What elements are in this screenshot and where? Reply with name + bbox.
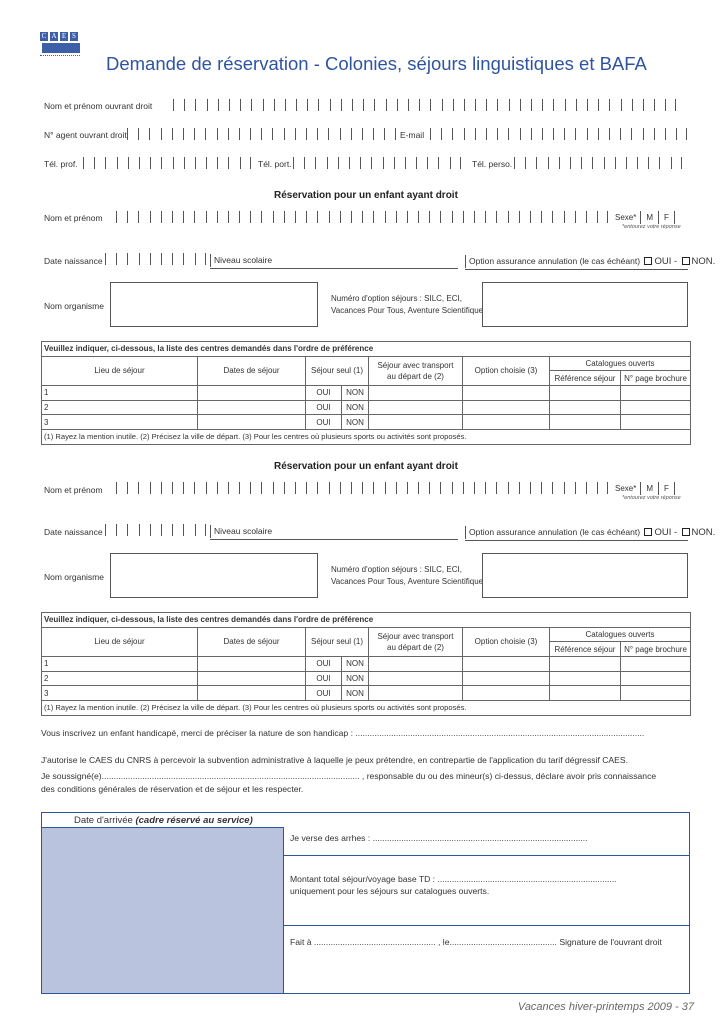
col-lieu: Lieu de séjour [42,356,198,385]
oui-option[interactable]: OUI [306,686,342,701]
child-nom-label-2: Nom et prénom [44,485,103,495]
fait-signature-field[interactable]: Fait à ................................................... , le............................................. Signature de l'ouvrant droit [290,937,662,947]
table-heading: Veuillez indiquer, ci-dessous, la liste des centres demandés dans l'ordre de préférence [42,342,691,357]
arrhes-field[interactable]: Je verse des arrhes : .......................................................................................... [290,833,588,843]
col-catalogues: Catalogues ouverts [550,356,691,371]
reference-cell[interactable] [550,657,621,672]
sexe-f-option-2[interactable]: F [658,482,675,495]
child-section-title-2: Réservation pour un enfant ayant droit [274,461,458,472]
col-dates: Dates de séjour [198,356,306,385]
table-heading: Veuillez indiquer, ci-dessous, la liste des centres demandés dans l'ordre de préférence [42,613,691,628]
organisme-label: Nom organisme [44,301,104,311]
tel-port-field[interactable] [293,157,461,169]
sexe-selector-2[interactable] [615,482,675,495]
soussigne-text-1: Je soussigné(e)............................................................................................................ , responsable du ou des mineur(s) ci-dessus, déclare avoir pris connaissance [41,771,657,781]
non-option[interactable]: NON [342,415,369,430]
page-cell[interactable] [621,671,691,686]
child-nom-field[interactable] [116,211,608,223]
option-sejours-label-2b: Vacances Pour Tous, Aventure Scientifique [331,577,484,586]
montant-note: uniquement pour les séjours sur catalogues ouverts. [290,886,490,896]
table-row [42,386,691,401]
transport-cell[interactable] [369,657,463,672]
option-sejours-field[interactable] [482,282,688,327]
sexe-note-2: *entourez votre réponse [622,495,681,501]
non-option[interactable]: NON [342,657,369,672]
handicap-text: Vous inscrivez un enfant handicapé, merci de préciser la nature de son handicap : ......................................................................................................................... [41,728,645,738]
col-reference: Référence séjour [550,642,621,657]
assurance-non-checkbox[interactable] [682,257,690,265]
oui-option[interactable]: OUI [306,386,342,401]
service-box [41,812,690,994]
oui-option[interactable]: OUI [306,400,342,415]
transport-cell[interactable] [369,671,463,686]
dates-cell[interactable] [198,415,306,430]
logo-letter-c: C [41,32,47,40]
oui-option[interactable]: OUI [306,671,342,686]
non-option[interactable]: NON [342,400,369,415]
col-lieu: Lieu de séjour [42,627,198,656]
centres-table-1 [41,341,691,445]
email-field[interactable] [430,128,687,140]
col-transport: Séjour avec transport au départ de (2) [369,356,463,385]
soussigne-text-2: des conditions générales de réservation et de séjour et les respecter. [41,784,304,794]
nom-ouvrant-label: Nom et prénom ouvrant droit [44,101,153,111]
row-number: 2 [42,671,198,686]
autorisation-text: J'autorise le CAES du CNRS à percevoir la subvention administrative à laquelle je peux prétendre, en contrepartie de l'application du tarif dégressif CAES. [41,755,629,765]
organisme-label-2: Nom organisme [44,572,104,582]
naissance-label-2: Date naissance [44,527,103,537]
service-date-area[interactable] [42,813,284,993]
nom-ouvrant-field[interactable] [173,99,676,111]
oui-option[interactable]: OUI [306,657,342,672]
table-row [42,415,691,430]
montant-field[interactable]: Montant total séjour/voyage base TD : ........................................................................... [290,874,617,884]
oui-option[interactable]: OUI [306,415,342,430]
row-number: 2 [42,400,198,415]
tel-perso-label: Tél. perso. [472,159,513,169]
child-nom-field-2[interactable] [116,482,608,494]
row-number: 3 [42,686,198,701]
col-transport: Séjour avec transport au départ de (2) [369,627,463,656]
dates-cell[interactable] [198,400,306,415]
niveau-field-2[interactable] [210,539,458,540]
dates-cell[interactable] [198,686,306,701]
page-footer: Vacances hiver-printemps 2009 - 37 [517,1001,694,1013]
transport-cell[interactable] [369,386,463,401]
page-title: Demande de réservation - Colonies, séjours linguistiques et BAFA [106,53,647,74]
assurance-oui-checkbox[interactable] [644,257,652,265]
sexe-m-option[interactable]: M [640,211,658,224]
organisme-field[interactable] [110,282,318,327]
child-nom-label: Nom et prénom [44,213,103,223]
assurance-non-checkbox-2[interactable] [682,528,690,536]
tel-perso-field[interactable] [514,157,682,169]
page-cell[interactable] [621,400,691,415]
option-cell[interactable] [463,386,550,401]
caes-logo [40,32,80,62]
page-cell[interactable] [621,415,691,430]
option-sejours-label-2a: Numéro d'option séjours : SILC, ECI, [331,565,462,574]
col-seul: Séjour seul (1) [306,627,369,656]
niveau-field[interactable] [210,268,458,269]
centres-table-2 [41,612,691,716]
tel-prof-field[interactable] [83,157,251,169]
table-footnote: (1) Rayez la mention inutile. (2) Précisez la ville de départ. (3) Pour les centres où plusieurs sports ou activités sont proposés. [42,430,691,445]
table-footnote: (1) Rayez la mention inutile. (2) Précisez la ville de départ. (3) Pour les centres où plusieurs sports ou activités sont proposés. [42,701,691,716]
page-cell[interactable] [621,686,691,701]
reference-cell[interactable] [550,386,621,401]
assurance-underline-2 [465,540,688,541]
col-reference: Référence séjour [550,371,621,386]
assurance-label-2: Option assurance annulation (le cas échéant) OUI - NON. [465,526,715,539]
transport-cell[interactable] [369,400,463,415]
page-cell[interactable] [621,386,691,401]
assurance-label: Option assurance annulation (le cas échéant) OUI - NON. [465,255,715,268]
assurance-oui-checkbox-2[interactable] [644,528,652,536]
row-number: 3 [42,415,198,430]
date-arrivee-label: Date d'arrivée (cadre réservé au service) [42,813,284,828]
table-row [42,671,691,686]
col-catalogues: Catalogues ouverts [550,627,691,642]
dates-cell[interactable] [198,386,306,401]
row-number: 1 [42,386,198,401]
col-option: Option choisie (3) [463,356,550,385]
logo-letter-a: A [51,32,57,40]
email-label: E-mail [400,130,425,140]
dates-cell[interactable] [198,671,306,686]
sexe-label-2: Sexe* [615,484,637,493]
option-cell[interactable] [463,415,550,430]
non-option[interactable]: NON [342,386,369,401]
reference-cell[interactable] [550,400,621,415]
agent-label: N° agent ouvrant droit [44,130,127,140]
sexe-label: Sexe* [615,213,637,222]
tel-prof-label: Tél. prof. [44,159,78,169]
dates-cell[interactable] [198,657,306,672]
page-cell[interactable] [621,657,691,672]
sexe-m-option-2[interactable]: M [640,482,658,495]
agent-field[interactable] [127,128,396,140]
option-sejours-label-2: Vacances Pour Tous, Aventure Scientifique [331,306,484,315]
option-sejours-label-1: Numéro d'option séjours : SILC, ECI, [331,294,462,303]
assurance-underline [465,269,688,270]
niveau-label: Niveau scolaire [210,254,272,267]
non-option[interactable]: NON [342,686,369,701]
logo-letter-s: S [70,32,78,41]
option-sejours-field-2[interactable] [482,553,688,598]
transport-cell[interactable] [369,415,463,430]
col-page: N° page brochure [621,371,691,386]
non-option[interactable]: NON [342,671,369,686]
table-row [42,400,691,415]
option-cell[interactable] [463,657,550,672]
table-row [42,686,691,701]
naissance-field-2[interactable] [105,524,206,536]
option-cell[interactable] [463,400,550,415]
tel-port-label: Tél. port. [258,159,292,169]
naissance-label: Date naissance [44,256,103,266]
transport-cell[interactable] [369,686,463,701]
col-seul: Séjour seul (1) [306,356,369,385]
option-cell[interactable] [463,671,550,686]
niveau-label-2: Niveau scolaire [210,525,272,538]
row-number: 1 [42,657,198,672]
naissance-field[interactable] [105,253,206,265]
organisme-field-2[interactable] [110,553,318,598]
sexe-selector[interactable] [615,211,675,224]
reference-cell[interactable] [550,415,621,430]
reference-cell[interactable] [550,671,621,686]
sexe-f-option[interactable]: F [658,211,675,224]
col-dates: Dates de séjour [198,627,306,656]
sexe-note: *entourez votre réponse [622,224,681,230]
option-cell[interactable] [463,686,550,701]
col-option: Option choisie (3) [463,627,550,656]
reference-cell[interactable] [550,686,621,701]
child-section-title: Réservation pour un enfant ayant droit [274,190,458,201]
logo-letter-e: E [61,32,67,40]
col-page: N° page brochure [621,642,691,657]
table-row [42,657,691,672]
